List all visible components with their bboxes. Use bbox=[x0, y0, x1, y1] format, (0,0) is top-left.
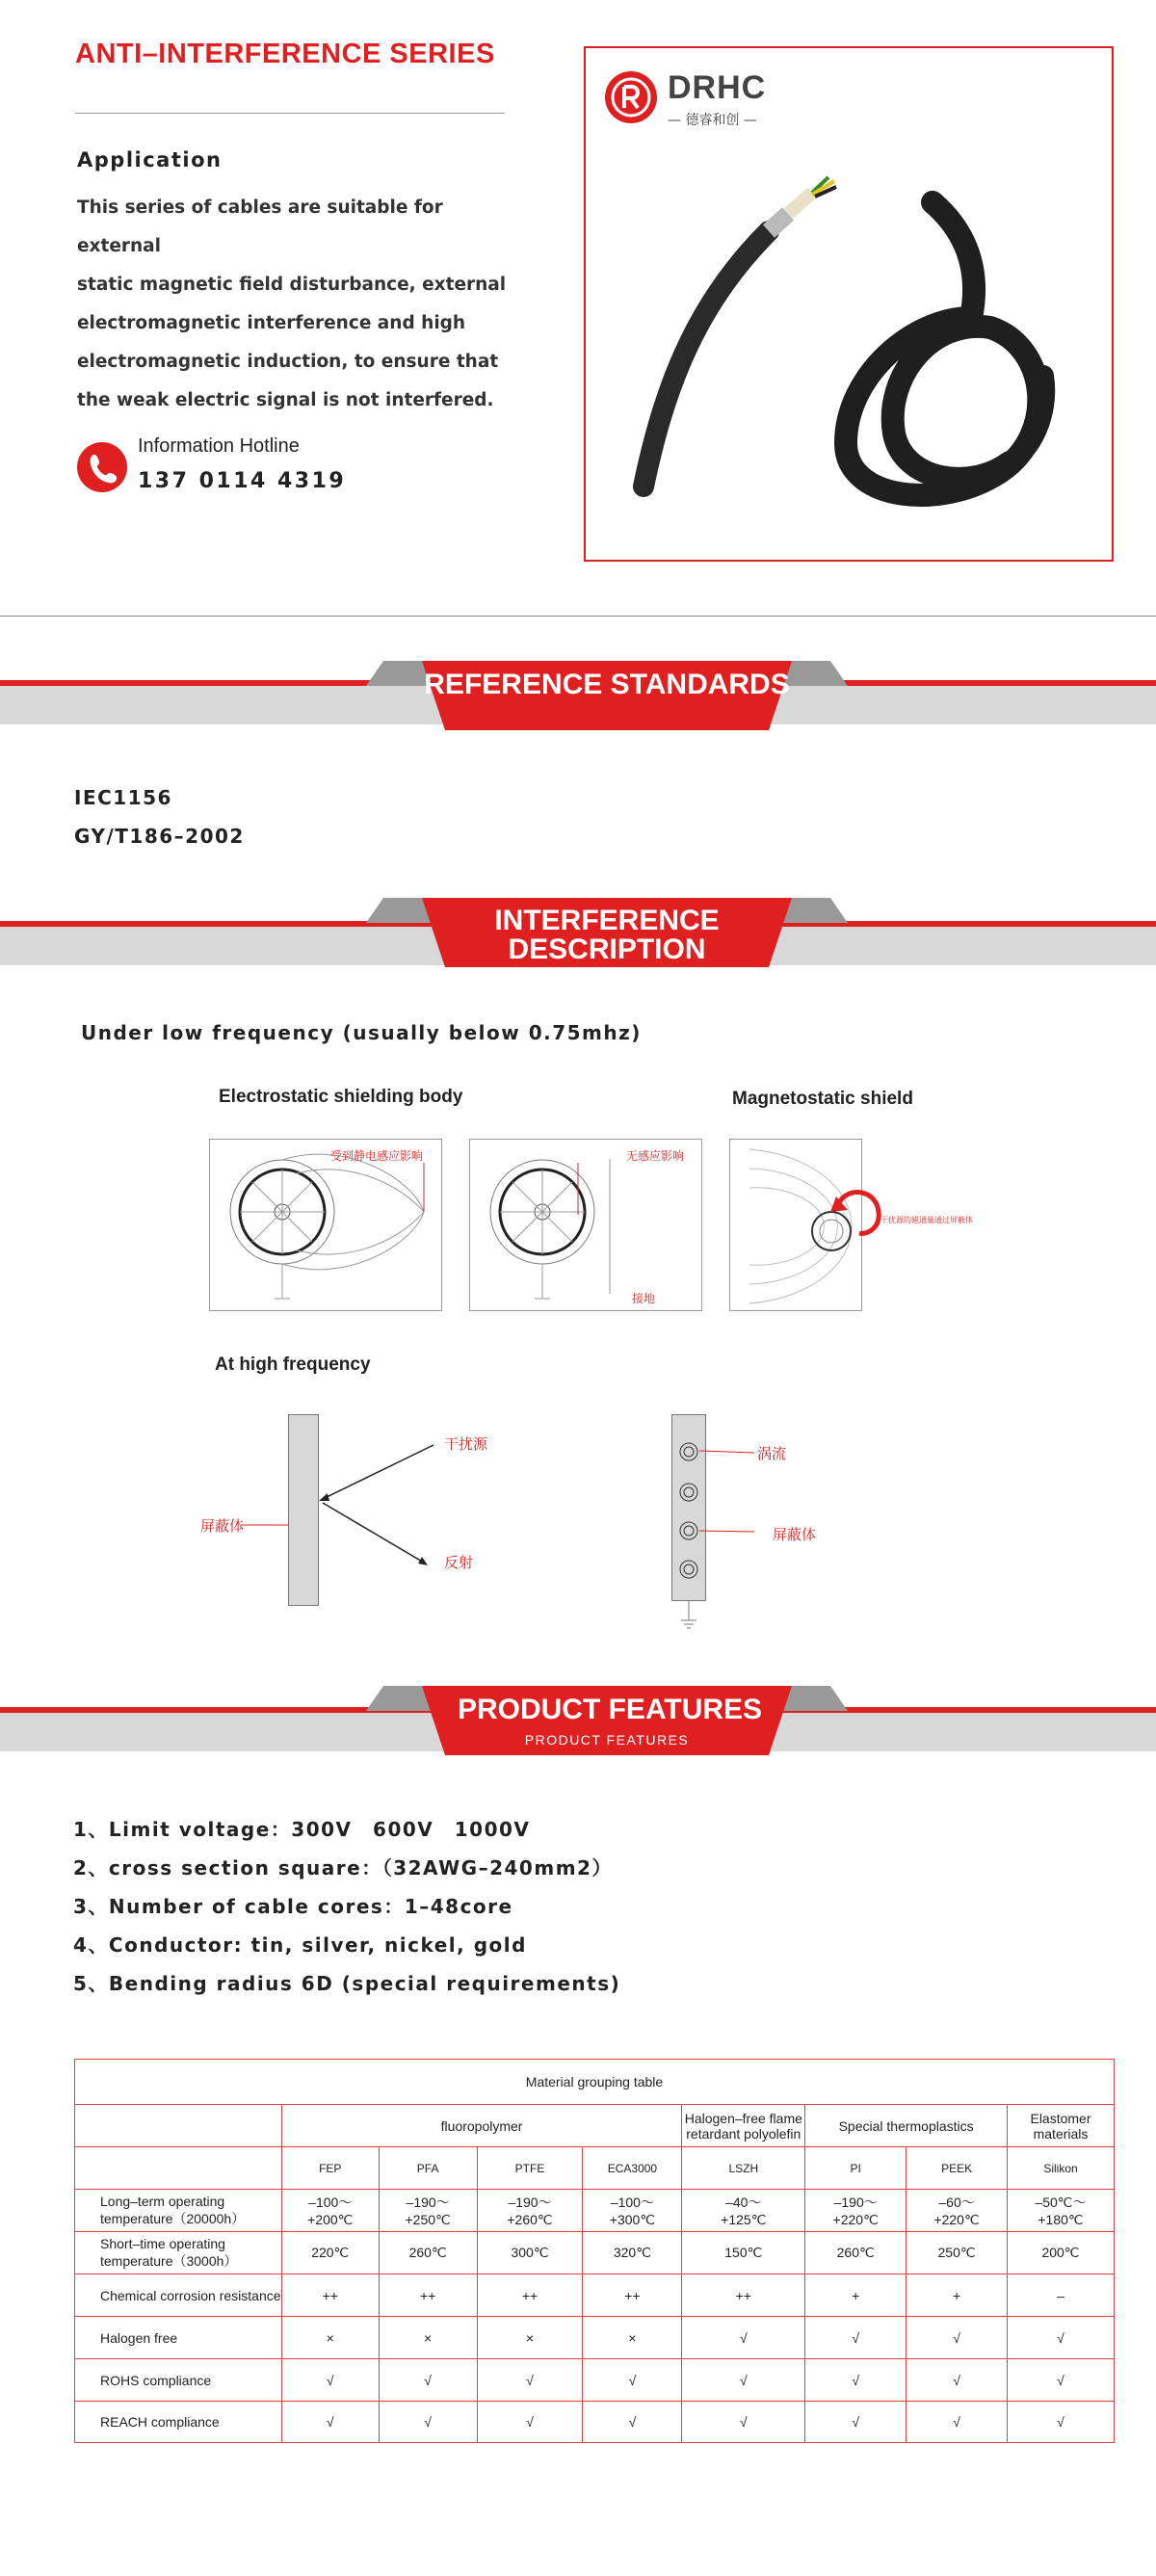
table-cell bbox=[906, 2232, 1008, 2274]
table-cell bbox=[379, 2274, 477, 2317]
group-header-line: Elastomer bbox=[1030, 2110, 1091, 2126]
material-grouping-table bbox=[74, 2059, 1115, 2443]
table-cell bbox=[1008, 2359, 1115, 2402]
row-label bbox=[75, 2232, 282, 2274]
group-header-line: Halogen–free flame bbox=[684, 2110, 802, 2126]
group-header bbox=[1008, 2105, 1115, 2147]
material-header: PTFE bbox=[477, 2147, 583, 2190]
diagram-note: 干扰源 bbox=[444, 1435, 488, 1453]
cell-value: √ bbox=[1057, 2329, 1064, 2346]
table-cell bbox=[583, 2232, 682, 2274]
table-cell bbox=[477, 2402, 583, 2443]
cell-value: –190～ bbox=[508, 2195, 552, 2210]
diagram-note: 受到静电感应影响 bbox=[330, 1149, 424, 1163]
feature-item: 2、cross section square：（32AWG–240mm2） bbox=[73, 1856, 613, 1879]
cell-value: √ bbox=[953, 2329, 960, 2346]
cell-value: –100～ bbox=[610, 2195, 654, 2210]
cell-value: √ bbox=[852, 2329, 860, 2346]
cell-value: 250℃ bbox=[937, 2245, 976, 2260]
table-cell bbox=[805, 2232, 906, 2274]
table-cell bbox=[805, 2190, 906, 2232]
feature-item: 1、Limit voltage：300V 600V 1000V bbox=[73, 1818, 531, 1841]
table-cell bbox=[805, 2274, 906, 2317]
cell-value: √ bbox=[628, 2414, 637, 2430]
row-label-line: Long–term operating bbox=[100, 2193, 225, 2209]
table-corner bbox=[75, 2105, 282, 2147]
cell-value: √ bbox=[424, 2414, 432, 2430]
table-cell bbox=[906, 2274, 1008, 2317]
table-cell bbox=[583, 2317, 682, 2359]
table-cell bbox=[682, 2402, 805, 2443]
table-body bbox=[75, 2190, 1115, 2443]
table-cell bbox=[281, 2274, 379, 2317]
cell-value: × bbox=[628, 2329, 637, 2346]
cable-illustration bbox=[605, 164, 1096, 549]
row-label-line: Short–time operating bbox=[100, 2235, 225, 2251]
table-cell bbox=[477, 2359, 583, 2402]
table-cell bbox=[379, 2359, 477, 2402]
cell-value: +260℃ bbox=[507, 2212, 553, 2227]
cell-value: √ bbox=[953, 2372, 960, 2388]
material-header: Silikon bbox=[1008, 2147, 1115, 2190]
table-cell bbox=[805, 2402, 906, 2443]
electrostatic-affected-diagram bbox=[209, 1139, 442, 1311]
standard-item: IEC1156 bbox=[74, 786, 172, 809]
diagram-note: 屏蔽体 bbox=[200, 1517, 245, 1535]
product-image-frame bbox=[584, 46, 1114, 562]
application-line: static magnetic field disturbance, external bbox=[77, 275, 507, 295]
cell-value: ++ bbox=[624, 2287, 641, 2303]
diagram-note: 接地 bbox=[632, 1292, 656, 1305]
table-cell bbox=[379, 2190, 477, 2232]
table-cell bbox=[682, 2317, 805, 2359]
title-divider bbox=[75, 113, 505, 114]
material-header: PI bbox=[805, 2147, 906, 2190]
cell-value: 260℃ bbox=[408, 2245, 447, 2260]
cell-value: √ bbox=[326, 2414, 334, 2430]
material-header: FEP bbox=[281, 2147, 379, 2190]
group-header-line: retardant polyolefin bbox=[686, 2125, 801, 2142]
application-text bbox=[77, 189, 520, 420]
application-heading: Application bbox=[77, 148, 223, 171]
cell-value: –190～ bbox=[406, 2195, 450, 2210]
cell-value: 220℃ bbox=[311, 2245, 350, 2260]
eddy-arrows bbox=[692, 1445, 759, 1541]
table-cell bbox=[906, 2190, 1008, 2232]
table-cell bbox=[1008, 2317, 1115, 2359]
cell-value: × bbox=[326, 2329, 334, 2346]
row-label-line: Halogen free bbox=[100, 2329, 178, 2346]
table-caption: Material grouping table bbox=[75, 2060, 1115, 2105]
application-line: electromagnetic induction, to ensure that bbox=[77, 352, 499, 372]
material-header: PEEK bbox=[906, 2147, 1008, 2190]
table-cell bbox=[906, 2317, 1008, 2359]
table-row bbox=[75, 2274, 1115, 2317]
table-cell bbox=[477, 2190, 583, 2232]
cell-value: 320℃ bbox=[613, 2245, 651, 2260]
table-cell bbox=[805, 2359, 906, 2402]
cell-value: √ bbox=[628, 2372, 637, 2388]
section-title-standards: REFERENCE STANDARDS bbox=[424, 669, 790, 700]
table-cell bbox=[281, 2317, 379, 2359]
table-cell bbox=[583, 2274, 682, 2317]
row-label-line: temperature（3000h） bbox=[100, 2252, 238, 2269]
cell-value: √ bbox=[739, 2414, 748, 2430]
cell-value: –50℃～ bbox=[1035, 2195, 1087, 2210]
hotline-number[interactable]: 137 0114 4319 bbox=[138, 469, 347, 493]
table-cell bbox=[281, 2402, 379, 2443]
electrostatic-label: Electrostatic shielding body bbox=[219, 1087, 463, 1107]
table-cell bbox=[906, 2359, 1008, 2402]
magnetostatic-label: Magnetostatic shield bbox=[732, 1089, 913, 1109]
cell-value: 300℃ bbox=[511, 2245, 549, 2260]
low-frequency-heading: Under low frequency (usually below 0.75mhz) bbox=[81, 1021, 642, 1044]
page-title: ANTI–INTERFERENCE SERIES bbox=[75, 39, 495, 69]
material-header: PFA bbox=[379, 2147, 477, 2190]
cell-value: ++ bbox=[735, 2287, 751, 2303]
cell-value: √ bbox=[953, 2414, 960, 2430]
diagram-note: 干扰源的磁通量通过屏蔽体 bbox=[880, 1216, 973, 1224]
ground-icon bbox=[674, 1601, 713, 1632]
section-title-features: PRODUCT FEATURES bbox=[457, 1694, 763, 1725]
section-subtitle-features: PRODUCT FEATURES bbox=[524, 1732, 690, 1748]
row-label bbox=[75, 2317, 282, 2359]
logo-subtitle: — 德睿和创 — bbox=[668, 113, 757, 128]
feature-item: 5、Bending radius 6D (special requirements) bbox=[73, 1972, 621, 1995]
cell-value: – bbox=[1057, 2287, 1064, 2303]
table-cell bbox=[1008, 2232, 1115, 2274]
table-cell bbox=[906, 2402, 1008, 2443]
logo-brand: DRHC bbox=[668, 69, 767, 106]
cell-value: 200℃ bbox=[1041, 2245, 1080, 2260]
hotline-label: Information Hotline bbox=[138, 435, 300, 457]
table-cell bbox=[682, 2232, 805, 2274]
group-header: fluoropolymer bbox=[281, 2105, 682, 2147]
row-label bbox=[75, 2402, 282, 2443]
cell-value: ++ bbox=[419, 2287, 436, 2303]
cell-value: √ bbox=[326, 2372, 334, 2388]
table-cell bbox=[281, 2232, 379, 2274]
application-line: the weak electric signal is not interfered. bbox=[77, 390, 494, 410]
phone-icon bbox=[77, 442, 127, 492]
cell-value: + bbox=[952, 2287, 961, 2303]
section-title-interference bbox=[29, 907, 1156, 964]
table-cell bbox=[1008, 2190, 1115, 2232]
table-row bbox=[75, 2190, 1115, 2232]
cell-value: 260℃ bbox=[836, 2245, 875, 2260]
cell-value: + bbox=[852, 2287, 860, 2303]
cell-value: × bbox=[424, 2329, 433, 2346]
row-label bbox=[75, 2190, 282, 2232]
row-label-line: temperature（20000h） bbox=[100, 2210, 246, 2226]
table-row bbox=[75, 2317, 1115, 2359]
row-label bbox=[75, 2274, 282, 2317]
cell-value: +300℃ bbox=[609, 2212, 656, 2227]
table-cell bbox=[281, 2190, 379, 2232]
row-label-line: REACH compliance bbox=[100, 2414, 220, 2430]
cell-value: –190～ bbox=[833, 2195, 878, 2210]
cell-value: –60～ bbox=[938, 2195, 975, 2210]
cell-value: √ bbox=[852, 2414, 860, 2430]
cell-value: 150℃ bbox=[724, 2245, 763, 2260]
cell-value: √ bbox=[526, 2414, 534, 2430]
table-cell bbox=[583, 2190, 682, 2232]
table-cell bbox=[583, 2402, 682, 2443]
table-cell bbox=[477, 2274, 583, 2317]
table-cell bbox=[281, 2359, 379, 2402]
table-cell bbox=[682, 2190, 805, 2232]
row-label bbox=[75, 2359, 282, 2402]
row-label-line: ROHS compliance bbox=[100, 2372, 212, 2388]
curved-arrow-icon bbox=[828, 1185, 886, 1243]
electrostatic-grounded-diagram bbox=[469, 1139, 702, 1311]
table-cell bbox=[477, 2317, 583, 2359]
cell-value: √ bbox=[526, 2372, 534, 2388]
cell-value: ++ bbox=[521, 2287, 539, 2303]
cell-value: × bbox=[525, 2329, 535, 2346]
high-frequency-label: At high frequency bbox=[215, 1354, 371, 1375]
group-header: Special thermoplastics bbox=[805, 2105, 1008, 2147]
cell-value: –40～ bbox=[725, 2195, 762, 2210]
section-separator bbox=[0, 616, 1156, 617]
logo-mark-icon bbox=[605, 71, 657, 123]
table-cell bbox=[682, 2359, 805, 2402]
cell-value: √ bbox=[1057, 2414, 1064, 2430]
table-cell bbox=[379, 2402, 477, 2443]
cell-value: √ bbox=[852, 2372, 860, 2388]
cell-value: +220℃ bbox=[933, 2212, 980, 2227]
cell-value: –100～ bbox=[308, 2195, 353, 2210]
feature-item: 4、Conductor: tin, silver, nickel, gold bbox=[73, 1933, 527, 1957]
cell-value: +250℃ bbox=[405, 2212, 451, 2227]
cell-value: +180℃ bbox=[1038, 2212, 1084, 2227]
group-header bbox=[682, 2105, 805, 2147]
group-header-line: materials bbox=[1033, 2125, 1089, 2142]
diagram-note: 无感应影响 bbox=[626, 1149, 685, 1163]
feature-item: 3、Number of cable cores：1–48core bbox=[73, 1895, 513, 1918]
diagram-note: 涡流 bbox=[757, 1445, 787, 1462]
table-row bbox=[75, 2359, 1115, 2402]
table-row bbox=[75, 2232, 1115, 2274]
section-title-line: DESCRIPTION bbox=[508, 933, 706, 965]
standard-item: GY/T186–2002 bbox=[74, 825, 245, 848]
table-cell bbox=[682, 2274, 805, 2317]
table-cell bbox=[379, 2232, 477, 2274]
material-header: LSZH bbox=[682, 2147, 805, 2190]
table-cell bbox=[583, 2359, 682, 2402]
table-cell bbox=[1008, 2274, 1115, 2317]
cell-value: √ bbox=[424, 2372, 432, 2388]
table-cell bbox=[1008, 2402, 1115, 2443]
cell-value: ++ bbox=[322, 2287, 338, 2303]
application-line: electromagnetic interference and high bbox=[77, 313, 466, 333]
cell-value: √ bbox=[1057, 2372, 1064, 2388]
table-corner bbox=[75, 2147, 282, 2190]
material-header: ECA3000 bbox=[583, 2147, 682, 2190]
row-label-line: Chemical corrosion resistance bbox=[100, 2287, 281, 2303]
application-line: This series of cables are suitable for external bbox=[77, 197, 443, 256]
cell-value: +220℃ bbox=[832, 2212, 879, 2227]
table-cell bbox=[379, 2317, 477, 2359]
table-cell bbox=[477, 2232, 583, 2274]
table-cell bbox=[805, 2317, 906, 2359]
diagram-note: 屏蔽体 bbox=[773, 1526, 817, 1543]
table-row bbox=[75, 2402, 1115, 2443]
cell-value: +200℃ bbox=[307, 2212, 354, 2227]
cell-value: +125℃ bbox=[721, 2212, 767, 2227]
section-title-line: INTERFERENCE bbox=[494, 905, 720, 936]
cell-value: √ bbox=[739, 2372, 748, 2388]
cell-value: √ bbox=[739, 2329, 748, 2346]
diagram-note: 反射 bbox=[444, 1554, 474, 1571]
